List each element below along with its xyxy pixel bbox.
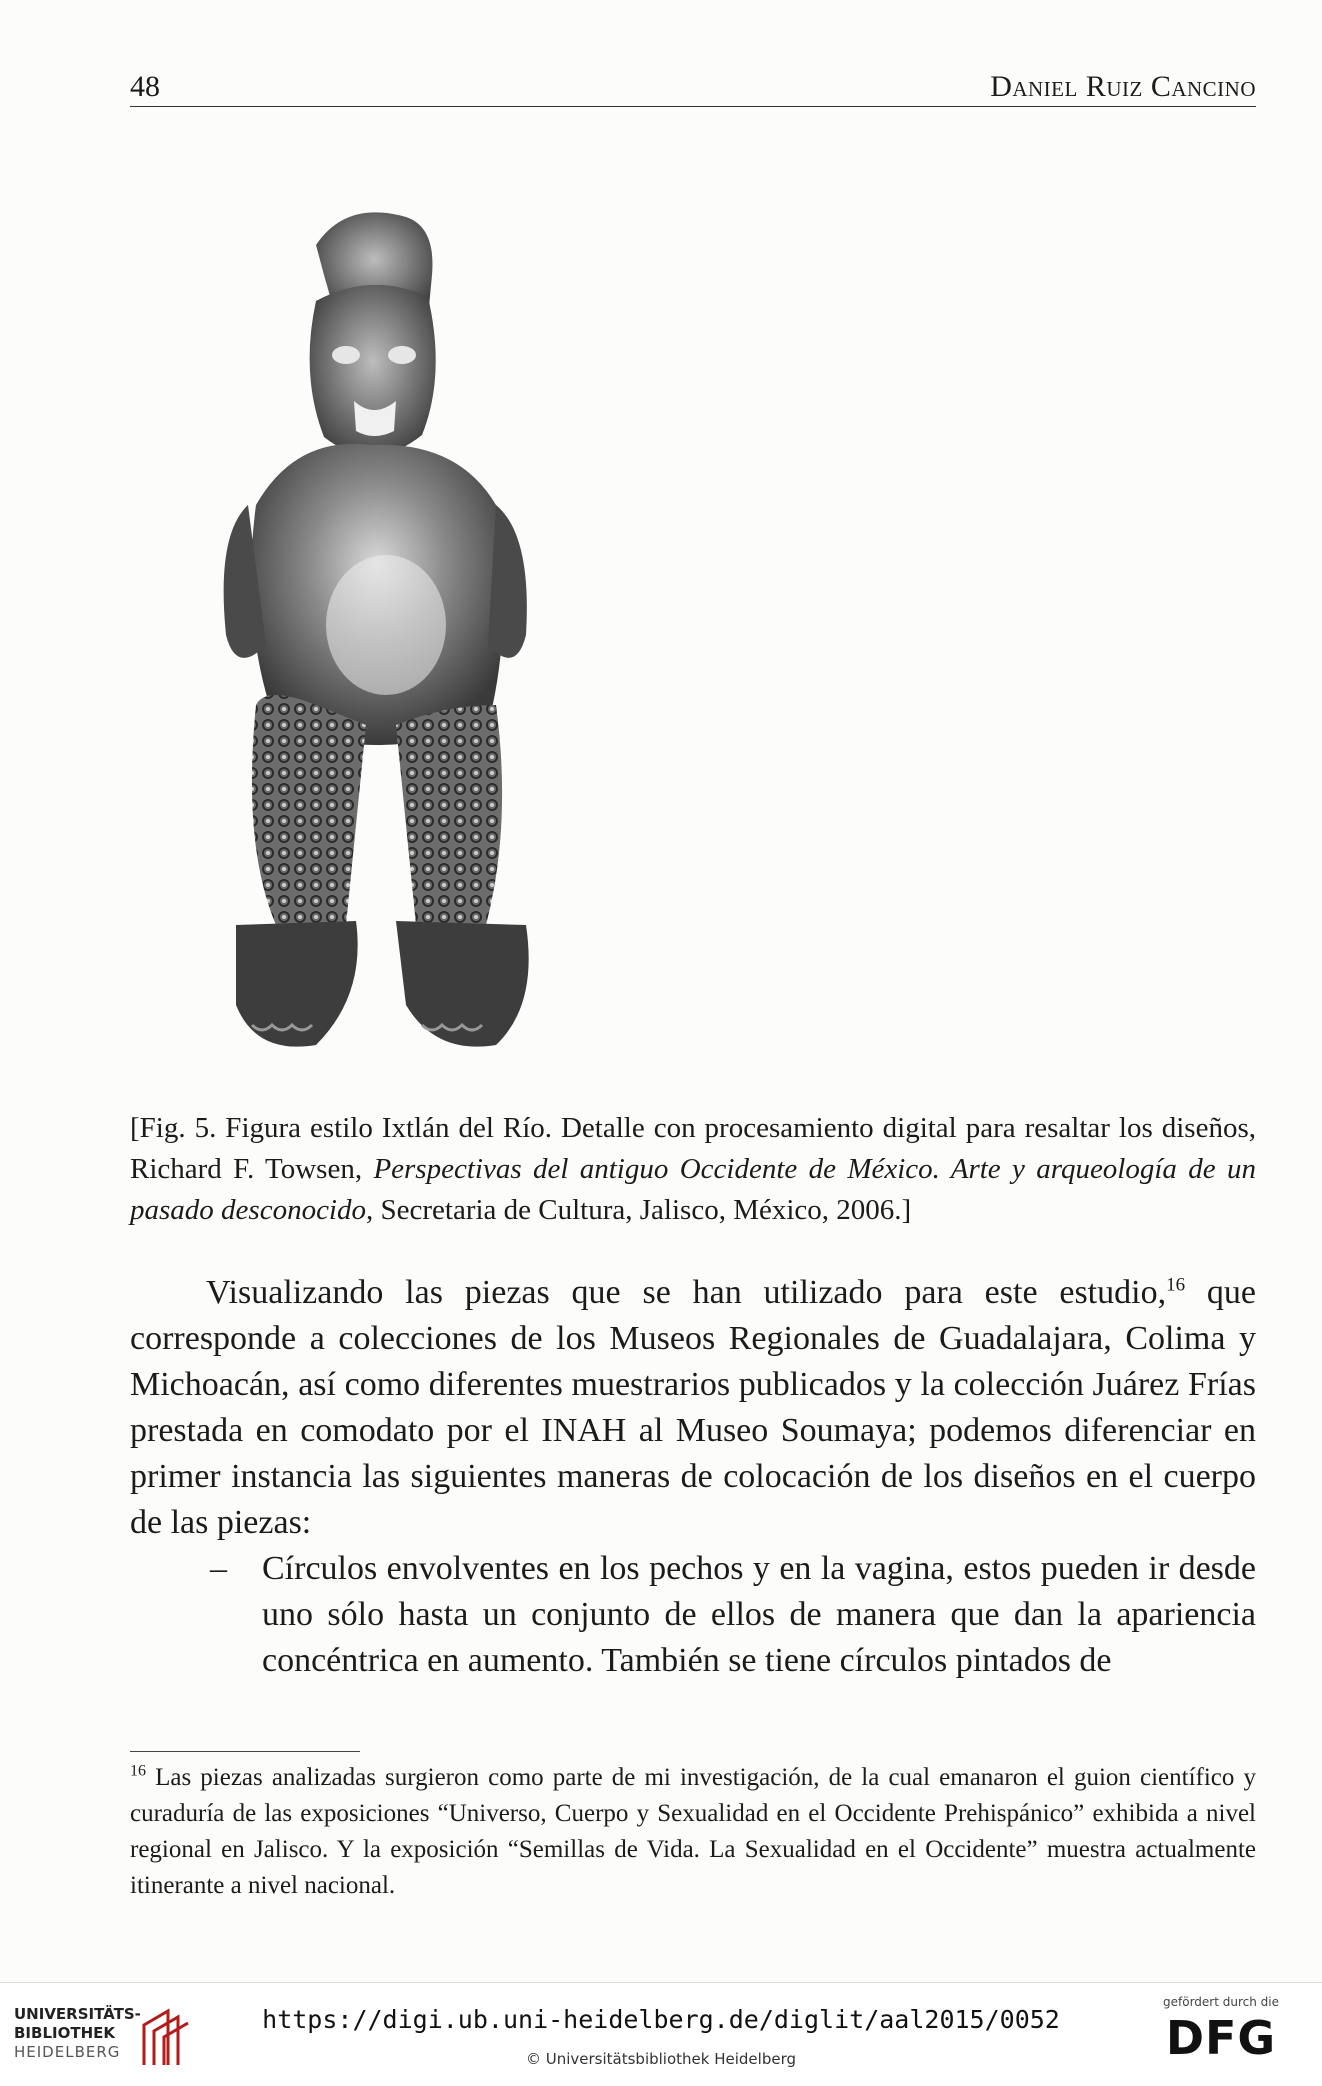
body-text [130, 1270, 1256, 1684]
footnote-divider [130, 1751, 360, 1752]
body-paragraph [130, 1270, 1256, 1546]
funding-note: gefördert durch die [1163, 1995, 1279, 2009]
caption-text-start: [Fig. 5. Figura estilo Ixtlán del Río. Detalle con procesamiento digital para resaltar los diseños, Richard F. Towsen, [130, 1112, 1256, 1185]
running-header [130, 66, 1256, 107]
footnote-number: 16 [130, 1762, 146, 1780]
paragraph-text-end: que corresponde a colecciones de los Museos Regionales de Guadalajara, Colima y Michoacán, así como diferentes muestrarios publicados y la colección Juárez Frías prestada en comodato por el INAH al Museo Soumaya; podemos diferenciar en primer instancia las siguientes maneras de colocación de los diseños en el cuerpo de las piezas: [130, 1274, 1256, 1541]
library-name-line3: HEIDELBERG [14, 2043, 121, 2061]
footnote-reference: 16 [1166, 1274, 1186, 1296]
list-item-text: Círculos envolventes en los pechos y en la vagina, estos pueden ir desde uno sólo hasta un conjunto de ellos de manera que dan la apariencia concéntrica en aumento. También se tiene círculos pintados de [262, 1550, 1256, 1679]
running-title: Daniel Ruiz Cancino [990, 70, 1256, 103]
footnote-text: Las piezas analizadas surgieron como parte de mi investigación, de la cual emanaron el guion científico y curaduría de las exposiciones “Universo, Cuerpo y Sexualidad en el Occidente Prehispánico” exhibida a nivel regional en Jalisco. Y la exposición “Semillas de Vida. La Sexualidad en el Occidente” muestra actualmente itinerante a nivel nacional. [130, 1764, 1256, 1899]
figure-caption [130, 1108, 1256, 1231]
library-name-line2: BIBLIOTHEK [14, 2024, 115, 2042]
footnote [130, 1760, 1256, 1904]
dfg-logo-icon[interactable] [1146, 1995, 1296, 2079]
library-name-line1: UNIVERSITÄTS- [14, 2005, 141, 2023]
page-number: 48 [130, 70, 160, 103]
digitization-footer [0, 1982, 1322, 2086]
figurine-photo [196, 205, 636, 1085]
paragraph-text-start: Visualizando las piezas que se han utilizado para este estudio, [206, 1274, 1167, 1311]
bulleted-list [130, 1546, 1256, 1684]
list-item [130, 1546, 1256, 1684]
caption-text-end: , Secretaria de Cultura, Jalisco, México, 2006.] [366, 1194, 912, 1226]
copyright-notice: © Universitätsbibliothek Heidelberg [525, 2050, 796, 2068]
list-dash: – [210, 1550, 227, 1587]
funder-logo-text: DFG [1165, 2011, 1277, 2065]
permalink-url[interactable]: https://digi.ub.uni-heidelberg.de/diglit/aal2015/0052 [262, 2005, 1060, 2034]
caption-book-title: Perspectivas del antiguo Occidente de México. Arte y arqueología de un pasado desconocido [130, 1153, 1256, 1226]
